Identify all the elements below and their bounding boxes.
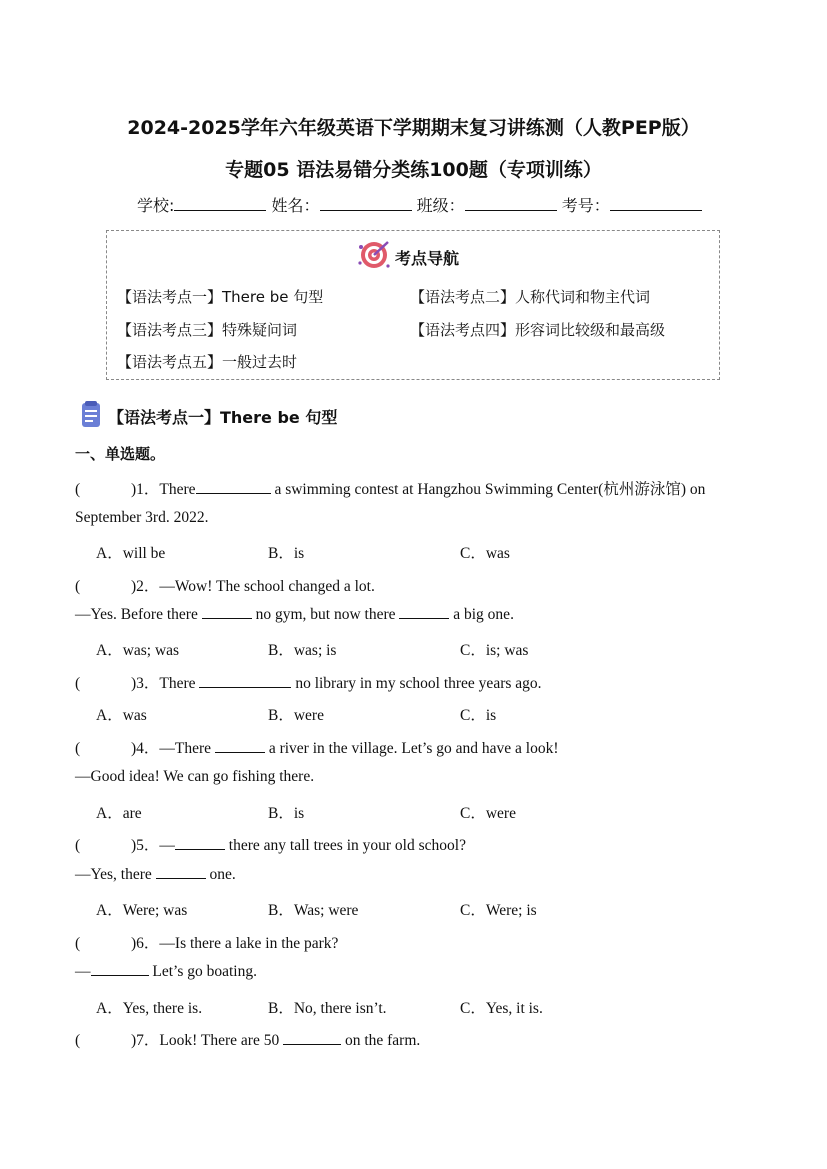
student-info-line xyxy=(137,193,702,216)
q5-stem: )5．— xyxy=(131,837,175,854)
blank[interactable] xyxy=(283,1032,341,1045)
blank[interactable] xyxy=(175,837,225,850)
answer-paren[interactable]: ( xyxy=(75,578,81,595)
q6-l2b: Let’s go boating. xyxy=(152,963,257,980)
nav-item-2[interactable]: 【语法考点二】人称代词和物主代词 xyxy=(410,288,651,306)
q2-l2c: a big one. xyxy=(453,606,514,623)
answer-paren[interactable]: ( xyxy=(75,837,81,854)
blank[interactable] xyxy=(202,606,252,619)
q2-option-c[interactable]: C．is; was xyxy=(460,642,529,659)
q3-option-c[interactable]: C．is xyxy=(460,707,497,724)
q7-stem-rest: on the farm. xyxy=(344,1032,421,1049)
question-5 xyxy=(75,833,466,855)
q4-option-c[interactable]: C．were xyxy=(460,805,516,822)
q5-option-b[interactable]: B．Was; were xyxy=(268,902,359,919)
q1-continuation: September 3rd. 2022. xyxy=(75,509,209,526)
nav-item-5[interactable]: 【语法考点五】一般过去时 xyxy=(117,353,298,371)
q6-option-a[interactable]: A．Yes, there is. xyxy=(96,1000,203,1017)
class-blank[interactable] xyxy=(465,196,557,211)
q3-stem: )3．There xyxy=(131,675,196,692)
q5-line-2 xyxy=(75,866,236,884)
q4-option-b[interactable]: B．is xyxy=(268,805,305,822)
nav-item-1[interactable]: 【语法考点一】There be 句型 xyxy=(117,288,324,306)
q6-option-b[interactable]: B．No, there isn’t. xyxy=(268,1000,387,1017)
question-1 xyxy=(75,477,705,499)
single-choice-heading: 一、单选题。 xyxy=(75,445,166,463)
q6-line-2 xyxy=(75,963,257,981)
question-6 xyxy=(75,931,338,953)
question-4 xyxy=(75,736,558,758)
q2-stem: )2．—Wow! The school changed a lot. xyxy=(131,578,375,595)
q3-option-b[interactable]: B．were xyxy=(268,707,324,724)
blank[interactable] xyxy=(196,481,271,494)
q6-option-c[interactable]: C．Yes, it is. xyxy=(460,1000,543,1017)
q4-stem: )4．—There xyxy=(131,740,212,757)
notepad-icon xyxy=(78,399,104,433)
nav-item-4[interactable]: 【语法考点四】形容词比较级和最高级 xyxy=(410,321,666,339)
answer-paren[interactable]: ( xyxy=(75,935,81,952)
q2-l2b: no gym, but now there xyxy=(255,606,396,623)
document-subtitle: 专题05 语法易错分类练100题（专项训练） xyxy=(225,159,602,181)
topic-navigation-box xyxy=(106,230,720,380)
q6-l2a: — xyxy=(75,963,91,980)
target-icon xyxy=(357,239,391,275)
blank[interactable] xyxy=(199,675,291,688)
answer-paren[interactable]: ( xyxy=(75,1032,81,1049)
section-heading xyxy=(78,399,337,433)
exam-no-label: 考号： xyxy=(561,196,610,215)
school-blank[interactable] xyxy=(174,196,266,211)
nav-title-text: 考点导航 xyxy=(395,248,460,268)
q7-stem: )7．Look! There are 50 xyxy=(131,1032,280,1049)
q3-option-a[interactable]: A．was xyxy=(96,707,147,724)
q1-option-a[interactable]: A．will be xyxy=(96,545,166,562)
document-title: 2024-2025学年六年级英语下学期期末复习讲练测（人教PEP版） xyxy=(127,117,700,139)
name-blank[interactable] xyxy=(320,196,412,211)
q5-l2b: one. xyxy=(209,866,236,883)
q2-l2a: —Yes. Before there xyxy=(75,606,198,623)
q2-option-b[interactable]: B．was; is xyxy=(268,642,337,659)
q1-stem-rest: a swimming contest at Hangzhou Swimming Center(杭州游泳馆) on xyxy=(270,481,706,498)
answer-paren[interactable]: ( xyxy=(75,740,81,757)
question-7 xyxy=(75,1028,420,1050)
school-label: 学校: xyxy=(137,196,175,215)
q1-stem: )1．There xyxy=(131,481,196,498)
section-title: 【语法考点一】There be 句型 xyxy=(108,407,338,427)
class-label: 班级： xyxy=(416,196,465,215)
q3-stem-rest: no library in my school three years ago. xyxy=(295,675,542,692)
answer-paren[interactable]: ( xyxy=(75,481,81,498)
nav-item-3[interactable]: 【语法考点三】特殊疑问词 xyxy=(117,321,298,339)
q5-l2a: —Yes, there xyxy=(75,866,152,883)
q1-option-c[interactable]: C．was xyxy=(460,545,510,562)
blank[interactable] xyxy=(156,866,206,879)
q4-option-a[interactable]: A．are xyxy=(96,805,142,822)
nav-title xyxy=(357,241,459,273)
q1-option-b[interactable]: B．is xyxy=(268,545,305,562)
blank[interactable] xyxy=(91,963,149,976)
answer-paren[interactable]: ( xyxy=(75,675,81,692)
q5-option-a[interactable]: A．Were; was xyxy=(96,902,188,919)
q4-line-2: —Good idea! We can go fishing there. xyxy=(75,768,315,785)
name-label: 姓名： xyxy=(271,196,320,215)
q6-stem: )6．—Is there a lake in the park? xyxy=(131,935,339,952)
blank[interactable] xyxy=(215,740,265,753)
q4-stem-rest: a river in the village. Let’s go and have a look! xyxy=(268,740,559,757)
q2-line-2 xyxy=(75,606,514,624)
q2-option-a[interactable]: A．was; was xyxy=(96,642,180,659)
q5-option-c[interactable]: C．Were; is xyxy=(460,902,537,919)
question-3 xyxy=(75,671,542,693)
question-2 xyxy=(75,574,375,596)
q5-stem-rest: there any tall trees in your old school? xyxy=(228,837,466,854)
blank[interactable] xyxy=(399,606,449,619)
exam-no-blank[interactable] xyxy=(610,196,702,211)
